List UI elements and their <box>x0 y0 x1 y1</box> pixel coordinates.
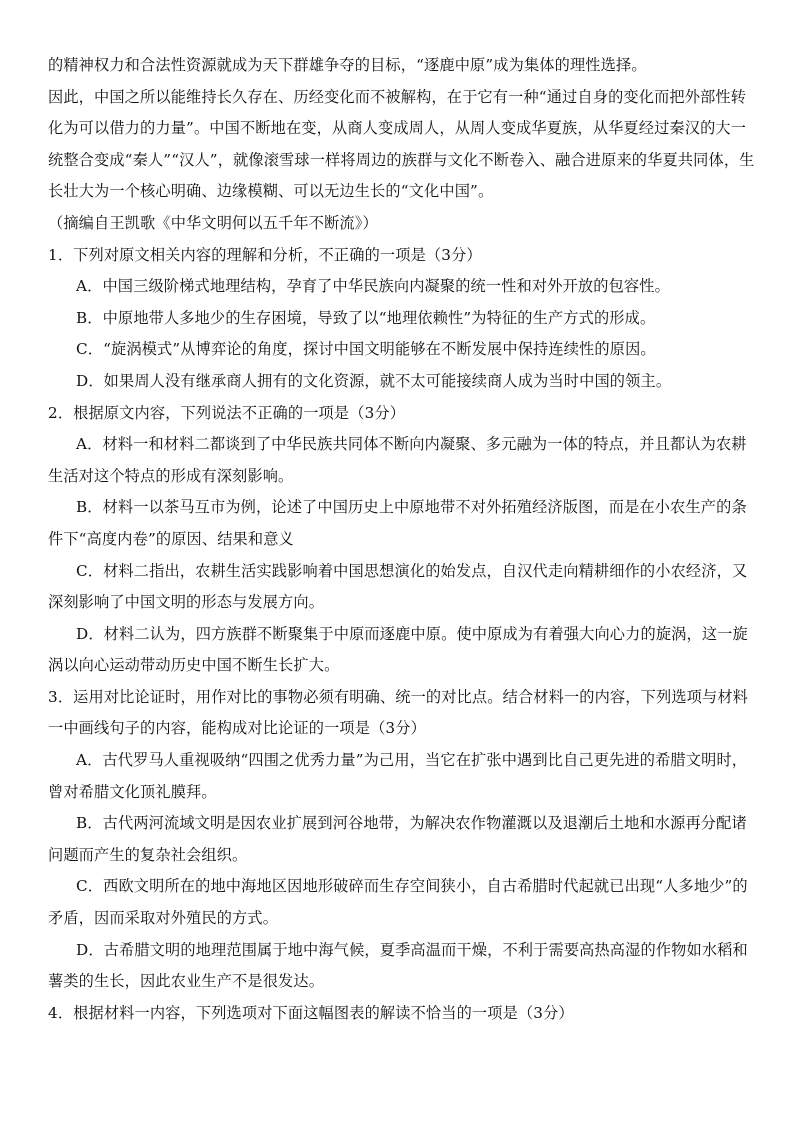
option-a: A．材料一和材料二都谈到了中华民族共同体不断向内凝聚、多元融为一体的特点，并且都认为农耕生活对这个特点的形成有深刻影响。 <box>48 435 747 485</box>
passage-line-1: 的精神权力和合法性资源就成为天下群雄争夺的目标，“逐鹿中原”成为集体的理性选择。 <box>48 56 647 74</box>
option-d: D．材料二认为，四方族群不断聚集于中原而逐鹿中原。使中原成为有着强大向心力的旋涡，这一旋涡以向心运动带动历史中国不断生长扩大。 <box>48 624 748 675</box>
option-c: C．材料二指出，农耕生活实践影响着中国思想演化的始发点，自汉代走向精耕细作的小农经济，又深刻影响了中国文明的形态与发展方向。 <box>48 561 748 612</box>
option-c: C．西欧文明所在的地中海地区因地形破碎而生存空间狭小，自古希腊时代起就已出现“人多地少”的矛盾，因而采取对外殖民的方式。 <box>48 877 748 928</box>
option-a: A．中国三级阶梯式地理结构，孕育了中华民族向内凝聚的统一性和对外开放的包容性。 <box>76 277 670 296</box>
option-a: A．古代罗马人重视吸纳“四围之优秀力量”为己用，当它在扩张中遇到比自己更先进的希腊文明时，曾对希腊文化顶礼膜拜。 <box>48 751 748 801</box>
document-page <box>48 50 758 1029</box>
question-1 <box>48 240 758 398</box>
option-d: D．古希腊文明的地理范围属于地中海气候，夏季高温而干燥，不利于需要高热高湿的作物如水稻和薯类的生长，因此农业生产不是很发达。 <box>48 940 748 991</box>
question-stem: 3．运用对比论证时，用作对比的事物必须有明确、统一的对比点。结合材料一的内容，下列选项与材料一中画线句子的内容，能构成对比论证的一项是（3分） <box>48 687 748 738</box>
option-c: C．“旋涡模式”从博弈论的角度，探讨中国文明能够在不断发展中保持连续性的原因。 <box>76 340 656 359</box>
option-b: B．古代两河流域文明是因农业扩展到河谷地带，为解决农作物灌溉以及退潮后土地和水源再分配诸问题而产生的复杂社会组织。 <box>48 814 747 864</box>
question-3 <box>48 682 758 998</box>
question-stem: 4．根据材料一内容，下列选项对下面这幅图表的解读不恰当的一项是（3分） <box>48 1003 574 1022</box>
option-d: D．如果周人没有继承商人拥有的文化资源，就不太可能接续商人成为当时中国的领主。 <box>76 371 672 390</box>
question-stem: 1．下列对原文相关内容的理解和分析，不正确的一项是（3分） <box>48 245 482 264</box>
question-4 <box>48 998 758 1030</box>
source-citation: （摘编自王凯歌《中华文明何以五千年不断流》） <box>48 213 378 232</box>
question-stem: 2．根据原文内容，下列说法不正确的一项是（3分） <box>48 403 406 422</box>
passage-paragraph: 因此，中国之所以能维持长久存在、历经变化而不被解构，在于它有一种“通过自身的变化而把外部性转化为可以借力的力量”。中国不断地在变，从商人变成周人，从周人变成华夏族，从华夏经过秦汉的大一统整合变成“秦人”“汉人”，就像滚雪球一样将周边的族群与文化不断卷入、融合进原来的华夏共同体，生长壮大为一个核心明确、边缘模糊、可以无边生长的“文化中国”。 <box>48 87 755 201</box>
option-b: B．材料一以茶马互市为例，论述了中国历史上中原地带不对外拓殖经济版图，而是在小农生产的条件下“高度内卷”的原因、结果和意义 <box>48 498 747 548</box>
option-b: B．中原地带人多地少的生存困境，导致了以“地理依赖性”为特征的生产方式的形成。 <box>76 308 656 327</box>
question-2 <box>48 398 758 682</box>
